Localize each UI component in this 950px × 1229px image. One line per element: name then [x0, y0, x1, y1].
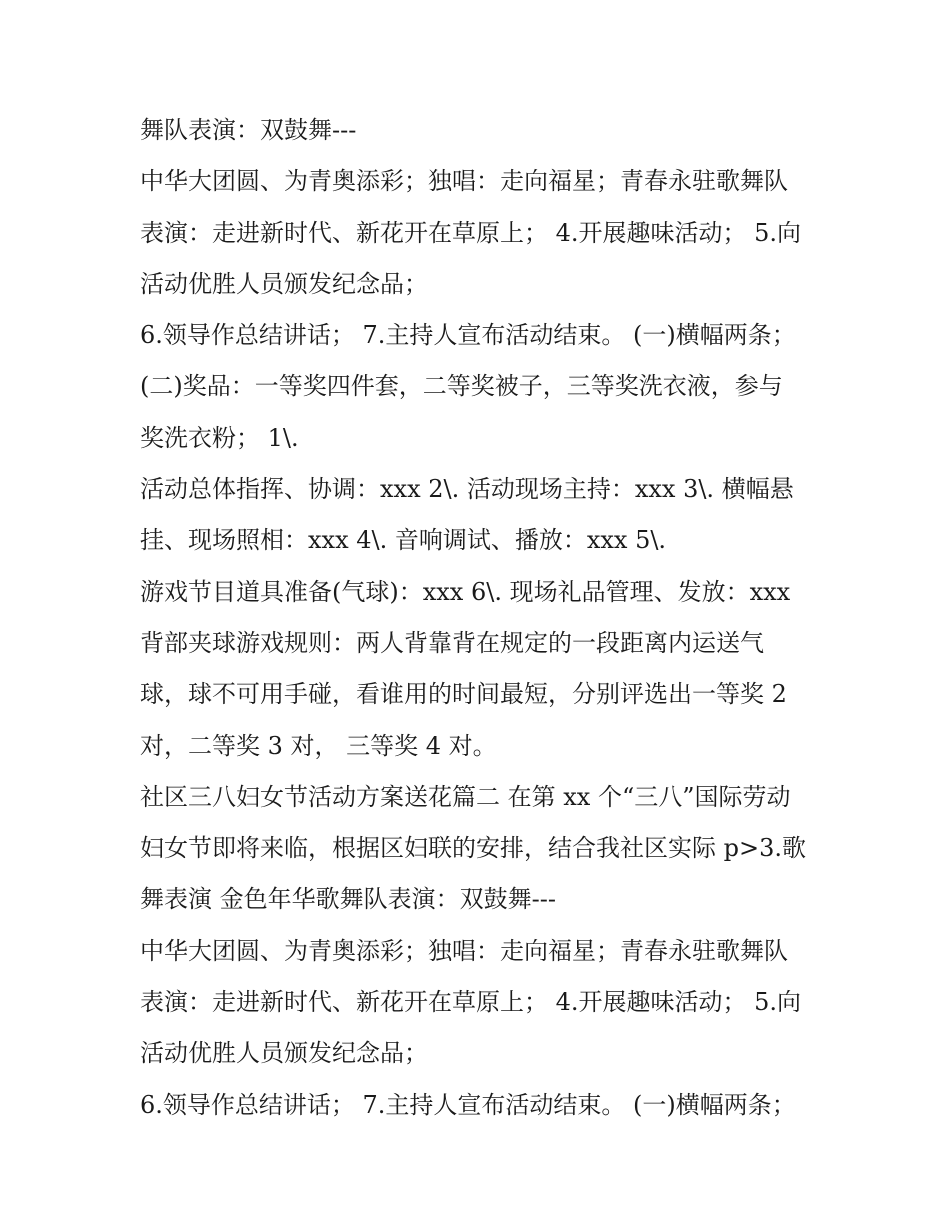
text-line: 6.领导作总结讲话； 7.主持人宣布活动结束。 (一)横幅两条； — [140, 321, 796, 350]
text-line: 表演：走进新时代、新花开在草原上； 4.开展趣味活动； 5.向 — [140, 218, 802, 247]
text-line: 活动总体指挥、协调：xxx 2\. 活动现场主持：xxx 3\. 横幅悬 — [140, 475, 794, 504]
text-line: 社区三八妇女节活动方案送花篇二 在第 xx 个“三八”国际劳动 — [140, 782, 791, 811]
text-line: 奖洗衣粉； 1\. — [140, 423, 299, 452]
text-line: 妇女节即将来临，根据区妇联的安排，结合我社区实际 p>3.歌 — [140, 834, 806, 863]
text-line: 活动优胜人员颁发纪念品； — [140, 269, 428, 298]
text-line: (二)奖品：一等奖四件套，二等奖被子，三等奖洗衣液，参与 — [140, 372, 783, 401]
text-line: 挂、现场照相：xxx 4\. 音响调试、播放：xxx 5\. — [140, 526, 667, 555]
text-line: 对，二等奖 3 对， 三等奖 4 对。 — [140, 731, 497, 760]
text-line: 球，球不可用手碰，看谁用的时间最短，分别评选出一等奖 2 — [140, 680, 787, 709]
text-line: 背部夹球游戏规则：两人背靠背在规定的一段距离内运送气 — [140, 628, 764, 657]
text-line: 游戏节目道具准备(气球)：xxx 6\. 现场礼品管理、发放：xxx — [140, 577, 791, 606]
text-line: 中华大团圆、为青奥添彩；独唱：走向福星；青春永驻歌舞队 — [140, 936, 788, 965]
text-line: 舞表演 金色年华歌舞队表演：双鼓舞--- — [140, 885, 556, 914]
text-line: 舞队表演：双鼓舞--- — [140, 116, 357, 144]
text-line: 中华大团圆、为青奥添彩；独唱：走向福星；青春永驻歌舞队 — [140, 167, 788, 196]
text-line: 活动优胜人员颁发纪念品； — [140, 1039, 428, 1068]
text-line: 6.领导作总结讲话； 7.主持人宣布活动结束。 (一)横幅两条； — [140, 1090, 796, 1119]
text-line: 表演：走进新时代、新花开在草原上； 4.开展趣味活动； 5.向 — [140, 988, 802, 1017]
document-body — [140, 105, 830, 1131]
